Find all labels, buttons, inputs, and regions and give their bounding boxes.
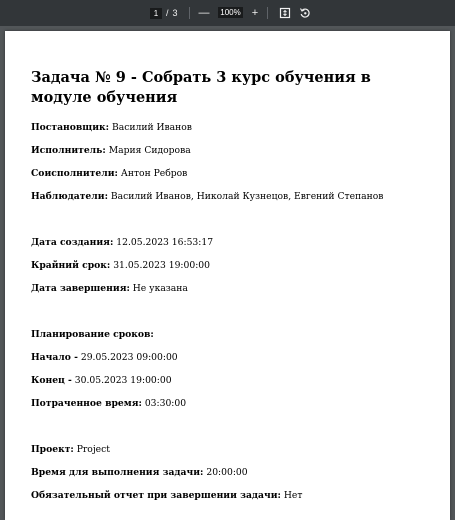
page-separator: /: [166, 8, 169, 18]
field-label: Потраченное время:: [31, 398, 142, 409]
page-number-input[interactable]: 1: [150, 8, 162, 19]
field-label: Дата создания:: [31, 237, 114, 248]
zoom-out-button[interactable]: —: [198, 7, 210, 19]
field-start: [31, 352, 178, 364]
field-value: Project: [76, 444, 110, 455]
zoom-level-input[interactable]: 100%: [218, 7, 243, 18]
field-deadline: [31, 260, 210, 272]
field-time-estimate: [31, 467, 248, 479]
field-label: Исполнитель:: [31, 145, 106, 156]
field-label: Обязательный отчет при завершении задачи:: [31, 490, 281, 501]
field-label: Соисполнители:: [31, 168, 118, 179]
field-value: Василий Иванов, Николай Кузнецов, Евгений Степанов: [110, 191, 384, 202]
field-value: Антон Ребров: [120, 168, 188, 179]
field-label: Проект:: [31, 444, 74, 455]
field-label: Планирование сроков:: [31, 329, 154, 340]
field-created-date: [31, 237, 213, 249]
field-completion-date: [31, 283, 188, 295]
field-co-assignees: [31, 168, 187, 180]
toolbar-divider: [189, 7, 190, 19]
field-label: Крайний срок:: [31, 260, 111, 271]
fit-to-page-icon[interactable]: [279, 7, 291, 19]
field-label: Дата завершения:: [31, 283, 130, 294]
field-value: 20:00:00: [206, 467, 248, 478]
field-project: [31, 444, 110, 456]
field-label: Наблюдатели:: [31, 191, 108, 202]
field-value: Нет: [283, 490, 303, 501]
section-schedule-planning: [31, 329, 154, 341]
field-label: Постановщик:: [31, 122, 110, 133]
field-required-report: [31, 490, 302, 502]
total-pages: 3: [172, 8, 178, 18]
rotate-icon[interactable]: [299, 7, 311, 19]
field-value: 31.05.2023 19:00:00: [113, 260, 210, 271]
field-label: Время для выполнения задачи:: [31, 467, 204, 478]
field-assignee: [31, 145, 191, 157]
field-end: [31, 375, 172, 387]
field-label: Конец -: [31, 375, 72, 386]
field-value: 12.05.2023 16:53:17: [116, 237, 214, 248]
field-value: Не указана: [132, 283, 188, 294]
field-observers: [31, 191, 383, 203]
pdf-toolbar: [0, 0, 455, 26]
field-time-spent: [31, 398, 186, 410]
field-value: 29.05.2023 09:00:00: [80, 352, 178, 363]
field-value: Мария Сидорова: [108, 145, 191, 156]
field-value: 03:30:00: [144, 398, 187, 409]
field-value: Василий Иванов: [111, 122, 192, 133]
toolbar-divider: [267, 7, 268, 19]
field-label: Начало -: [31, 352, 78, 363]
task-title: Задача № 9 - Собрать 3 курс обучения в модуле обучения: [31, 69, 371, 106]
zoom-in-button[interactable]: +: [251, 7, 259, 19]
field-value: 30.05.2023 19:00:00: [74, 375, 172, 386]
page-navigator: [150, 7, 178, 19]
pdf-page: [5, 31, 450, 520]
field-assigner: [31, 122, 192, 134]
